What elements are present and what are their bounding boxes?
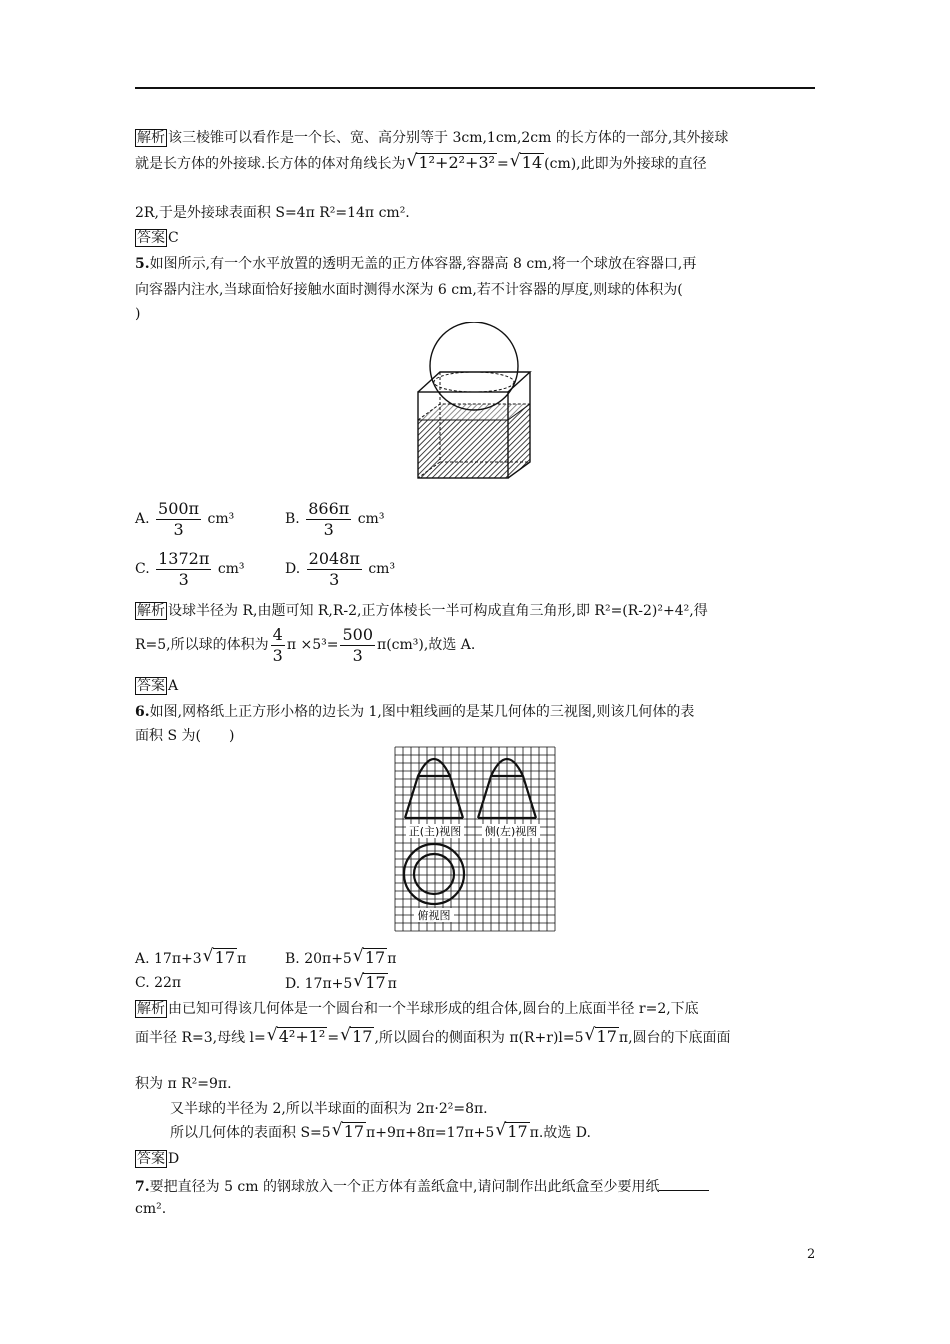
question-number: 5. bbox=[135, 256, 150, 272]
question-number: 6. bbox=[135, 704, 150, 720]
denominator: 3 bbox=[272, 645, 283, 665]
unit: cm³ bbox=[207, 511, 235, 527]
q5-line1 bbox=[135, 254, 696, 274]
p1-answer bbox=[135, 228, 179, 248]
text: cm². bbox=[135, 1201, 167, 1217]
text: 所以几何体的表面积 S=5 bbox=[170, 1125, 331, 1141]
sqrt-content: 17 bbox=[352, 1027, 373, 1046]
top-view-label: 俯视图 bbox=[417, 909, 451, 922]
text: 2R,于是外接球表面积 S=4π R²=14π cm². bbox=[135, 205, 410, 221]
q6-option-d[interactable] bbox=[285, 973, 397, 994]
sqrt-content: 14 bbox=[521, 153, 543, 172]
sqrt-expression: √ 17 bbox=[584, 1025, 617, 1046]
sqrt-content: 17 bbox=[343, 1122, 365, 1141]
text: π+9π+8π=17π+5 bbox=[366, 1125, 495, 1141]
sqrt-content: 17 bbox=[364, 948, 386, 967]
side-view-label: 侧(左)视图 bbox=[484, 825, 538, 838]
denominator: 3 bbox=[352, 645, 363, 665]
denominator: 3 bbox=[323, 519, 334, 539]
sqrt-content: 17 bbox=[596, 1027, 617, 1046]
cube-sphere-figure bbox=[412, 322, 540, 482]
text: π bbox=[387, 951, 397, 967]
front-view-label: 正(主)视图 bbox=[408, 825, 462, 838]
q6-solution-line3 bbox=[135, 1074, 232, 1094]
text: 该三棱锥可以看作是一个长、宽、高分别等于 3cm,1cm,2cm 的长方体的一部分,其外接球 bbox=[168, 130, 729, 146]
numerator: 866π bbox=[308, 498, 350, 518]
numerator: 1372π bbox=[158, 548, 210, 568]
unit: cm³ bbox=[217, 561, 245, 577]
sqrt-content: 17 bbox=[365, 973, 386, 992]
fraction bbox=[271, 625, 285, 666]
answer-value: D bbox=[168, 1151, 180, 1167]
numerator: 500 bbox=[342, 624, 374, 644]
unit: cm³ bbox=[368, 561, 396, 577]
sqrt-expression: √ 17 bbox=[340, 1025, 373, 1046]
sqrt-content: 17 bbox=[507, 1122, 528, 1141]
text: 向容器内注水,当球面恰好接触水面时测得水深为 6 cm,若不计容器的厚度,则球的体积为( bbox=[135, 282, 683, 298]
text: π ×5³= bbox=[286, 637, 339, 653]
answer-tag: 答案 bbox=[137, 230, 165, 246]
q5-option-a[interactable] bbox=[135, 498, 234, 540]
text: = bbox=[327, 1030, 340, 1046]
text: R=5,所以球的体积为 bbox=[135, 637, 269, 653]
q5-option-c[interactable] bbox=[135, 548, 245, 590]
page-number: 2 bbox=[807, 1247, 816, 1262]
sqrt-expression: √ 17 bbox=[353, 971, 386, 992]
fraction bbox=[307, 549, 362, 590]
text: π bbox=[237, 951, 247, 967]
text: π bbox=[387, 976, 397, 992]
option-label: D. bbox=[285, 561, 301, 577]
q5-line3 bbox=[135, 304, 140, 324]
fraction bbox=[156, 499, 201, 540]
q5-solution-line1 bbox=[135, 601, 708, 621]
question-number: 7. bbox=[135, 1179, 150, 1195]
p1-line2 bbox=[135, 153, 707, 174]
sqrt-expression: √ 17 bbox=[495, 1120, 528, 1141]
sqrt-content: 1²+2²+3² bbox=[418, 153, 496, 172]
text: 设球半径为 R,由题可知 R,R-2,正方体棱长一半可构成直角三角形,即 R²=(R-2)²+4²,得 bbox=[168, 603, 708, 619]
text: 又半球的半径为 2,所以半球面的面积为 2π·2²=8π. bbox=[170, 1101, 488, 1117]
numerator: 2048π bbox=[308, 548, 360, 568]
sqrt-content: 4²+1² bbox=[278, 1027, 326, 1046]
q6-option-b[interactable] bbox=[285, 948, 396, 969]
solution-tag: 解析 bbox=[137, 603, 165, 619]
solution-tag: 解析 bbox=[137, 130, 165, 146]
sqrt-expression: √ 17 bbox=[202, 946, 236, 967]
answer-value: A bbox=[168, 678, 179, 694]
q6-line1 bbox=[135, 702, 694, 722]
sqrt-expression: √ 4²+1² bbox=[266, 1025, 326, 1046]
text: A. 17π+3 bbox=[135, 951, 202, 967]
fraction bbox=[306, 499, 351, 540]
option-label: A. bbox=[135, 511, 150, 527]
denominator: 3 bbox=[178, 569, 189, 589]
text: 面半径 R=3,母线 l= bbox=[135, 1030, 266, 1046]
p1-line3 bbox=[135, 203, 410, 223]
q5-line2 bbox=[135, 280, 683, 300]
q6-line2 bbox=[135, 726, 234, 746]
answer-blank[interactable] bbox=[659, 1176, 709, 1191]
numerator: 4 bbox=[272, 624, 283, 644]
three-view-figure bbox=[394, 746, 556, 936]
text: π,圆台的下底面面 bbox=[618, 1030, 731, 1046]
sqrt-content: 17 bbox=[214, 948, 236, 967]
p1-line1 bbox=[135, 128, 728, 148]
text: C. 22π bbox=[135, 975, 182, 991]
unit: cm³ bbox=[357, 511, 385, 527]
option-label: C. bbox=[135, 561, 150, 577]
text: D. 17π+5 bbox=[285, 976, 353, 992]
sqrt-expression: √ 17 bbox=[352, 946, 386, 967]
sqrt-expression: √ 1²+2²+3² bbox=[406, 151, 496, 172]
sqrt-expression: √ 17 bbox=[331, 1120, 365, 1141]
fraction bbox=[340, 625, 375, 666]
denominator: 3 bbox=[173, 519, 184, 539]
header-rule bbox=[135, 87, 815, 89]
answer-tag: 答案 bbox=[137, 678, 165, 694]
numerator: 500π bbox=[158, 498, 200, 518]
text: B. 20π+5 bbox=[285, 951, 352, 967]
text: π.故选 D. bbox=[529, 1125, 591, 1141]
q6-answer bbox=[135, 1149, 179, 1169]
text: 如图,网格纸上正方形小格的边长为 1,图中粗线画的是某几何体的三视图,则该几何体的表 bbox=[149, 704, 695, 720]
q6-option-c[interactable] bbox=[135, 973, 181, 993]
text: 由已知可得该几何体是一个圆台和一个半球形成的组合体,圆台的上底面半径 r=2,下底 bbox=[168, 1001, 699, 1017]
text: 要把直径为 5 cm 的钢球放入一个正方体有盖纸盒中,请问制作出此纸盒至少要用纸 bbox=[149, 1179, 660, 1195]
q6-solution-line2 bbox=[135, 1027, 731, 1048]
q5-solution-line2 bbox=[135, 624, 475, 666]
sqrt-expression: √ 14 bbox=[509, 151, 543, 172]
text: (cm),此即为外接球的直径 bbox=[544, 156, 707, 172]
answer-value: C bbox=[168, 230, 179, 246]
q6-solution-line1 bbox=[135, 999, 699, 1019]
q5-option-b[interactable] bbox=[285, 498, 384, 540]
denominator: 3 bbox=[329, 569, 340, 589]
q5-answer bbox=[135, 676, 178, 696]
text: 就是长方体的外接球.长方体的体对角线长为 bbox=[135, 156, 406, 172]
text: ) bbox=[135, 306, 141, 322]
option-label: B. bbox=[285, 511, 300, 527]
solution-tag: 解析 bbox=[137, 1001, 165, 1017]
text: ,所以圆台的侧面积为 π(R+r)l=5 bbox=[374, 1030, 584, 1046]
q5-option-d[interactable] bbox=[285, 548, 395, 590]
q6-solution-line5 bbox=[170, 1122, 591, 1143]
text: = bbox=[497, 156, 509, 172]
q6-option-a[interactable] bbox=[135, 948, 246, 969]
fraction bbox=[156, 549, 211, 590]
text: 如图所示,有一个水平放置的透明无盖的正方体容器,容器高 8 cm,将一个球放在容器口,再 bbox=[149, 256, 697, 272]
answer-tag: 答案 bbox=[137, 1151, 165, 1167]
q7-line1 bbox=[135, 1176, 709, 1197]
text: π(cm³),故选 A. bbox=[377, 637, 476, 653]
text: 面积 S 为( ) bbox=[135, 728, 235, 744]
text: 积为 π R²=9π. bbox=[135, 1076, 232, 1092]
q6-solution-line4 bbox=[170, 1099, 488, 1119]
q7-line2 bbox=[135, 1199, 166, 1219]
